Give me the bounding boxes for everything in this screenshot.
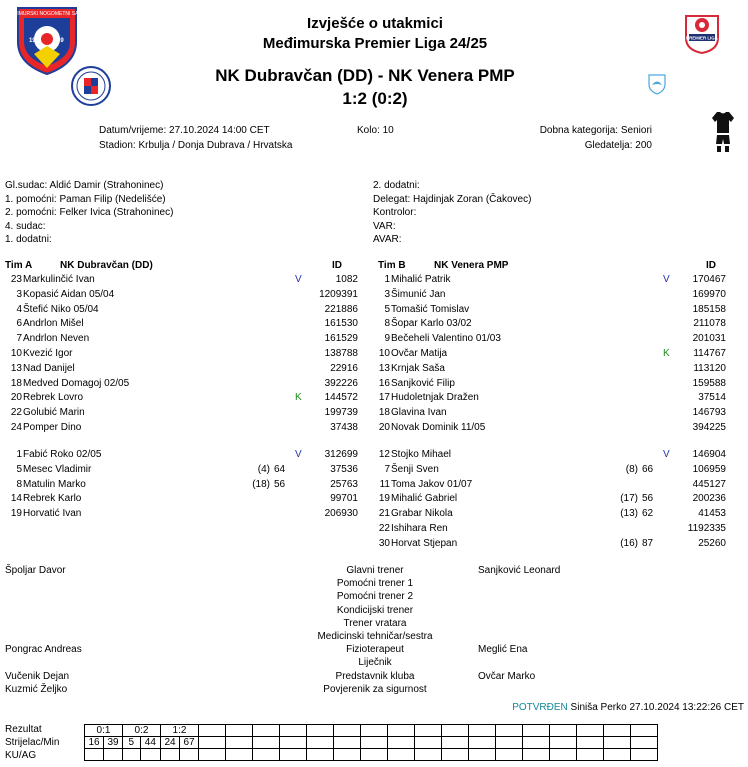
goalkeeper-mark: V: [663, 274, 670, 285]
staff-role: Glavni trener: [346, 565, 404, 576]
empty-scorer-cell: [442, 737, 469, 749]
match-title: NK Dubravčan (DD) - NK Venera PMP: [215, 66, 515, 85]
player-id: 445127: [692, 478, 726, 490]
empty-result-cell: [280, 725, 307, 737]
staff-role: Kondicijski trener: [336, 604, 414, 616]
ku-cell: [161, 749, 180, 761]
staff-role: Pomoćni trener 1: [336, 578, 414, 590]
empty-scorer-cell: [604, 737, 631, 749]
goalkeeper-mark: V: [295, 274, 302, 285]
ku-cell: [226, 749, 253, 761]
player-number: 9: [384, 333, 390, 345]
team-a-label: Tim A: [5, 260, 33, 271]
age-category: Dobna kategorija: Seniori: [539, 125, 652, 136]
player-name: Grabar Nikola: [391, 508, 453, 520]
goal-minute: 39: [104, 737, 123, 749]
player-id: 144572: [324, 392, 358, 404]
player-name: Andrlon Neven: [23, 333, 90, 345]
player-number: 11: [379, 478, 390, 490]
player-id: 169970: [692, 288, 726, 300]
player-name: Pomper Dino: [23, 422, 82, 433]
empty-scorer-cell: [280, 737, 307, 749]
goal-minute: 67: [180, 737, 199, 749]
player-id: 200236: [692, 493, 726, 505]
player-id: 199739: [324, 407, 358, 419]
ku-cell: [415, 749, 442, 761]
official-entry: 2. pomoćni: Felker Ivica (Strahoninec): [5, 207, 174, 218]
substitution-for: (13): [620, 508, 638, 520]
player-number: 1: [16, 449, 22, 460]
staff-role: Povjerenik za sigurnost: [323, 683, 427, 695]
spectators: Gledatelja: 200: [584, 140, 652, 151]
player-name: Ovčar Matija: [391, 348, 448, 359]
empty-result-cell: [631, 725, 658, 737]
league-name: Međimurska Premier Liga 24/25: [262, 35, 488, 52]
staff-role: Predstavnik kluba: [335, 670, 415, 682]
official-entry: Delegat: Hajdinjak Zoran (Čakovec): [373, 193, 532, 205]
staff-role: Medicinski tehničar/sestra: [317, 631, 433, 642]
player-id: 394225: [692, 422, 726, 433]
staff-team-a: Vučenik Dejan: [5, 670, 70, 682]
match-datetime: Datum/vrijeme: 27.10.2024 14:00 CET: [99, 125, 270, 136]
player-id: 1192335: [687, 523, 726, 534]
official-entry: 2. dodatni:: [373, 180, 420, 191]
team-b-label: Tim B: [378, 260, 406, 271]
player-name: Stojko Mihael: [391, 449, 452, 460]
player-number: 1: [384, 274, 390, 285]
ku-cell: [469, 749, 496, 761]
official-entry: Kontrolor:: [373, 207, 417, 218]
player-id: 41453: [698, 508, 726, 520]
player-id: 161529: [324, 333, 358, 345]
result-score: 1:2: [161, 725, 199, 737]
player-number: 10: [10, 348, 22, 359]
player-name: Glavina Ivan: [391, 407, 447, 419]
substitution-minute: 87: [642, 537, 654, 549]
empty-scorer-cell: [226, 737, 253, 749]
player-name: Andrlon Mišel: [23, 318, 84, 330]
empty-result-cell: [199, 725, 226, 737]
empty-result-cell: [334, 725, 361, 737]
player-name: Medved Domagoj 02/05: [23, 377, 130, 389]
player-name: Krnjak Saša: [391, 362, 445, 374]
player-id: 37536: [330, 463, 358, 475]
player-id: 206930: [324, 508, 358, 520]
substitution-minute: 64: [274, 463, 286, 475]
empty-scorer-cell: [253, 737, 280, 749]
player-name: Markulinčić Ivan: [23, 274, 95, 285]
player-name: Štefić Niko 05/04: [23, 303, 99, 315]
player-name: Novak Dominik 11/05: [391, 422, 486, 433]
player-number: 19: [10, 508, 22, 520]
player-number: 7: [384, 463, 390, 475]
ku-cell: [85, 749, 104, 761]
empty-scorer-cell: [469, 737, 496, 749]
player-number: 10: [378, 348, 390, 359]
player-name: Kvezić Igor: [23, 348, 73, 359]
empty-result-cell: [361, 725, 388, 737]
official-entry: 1. pomoćni: Paman Filip (Nedelišće): [5, 193, 166, 205]
premier-badge-text: PREMIER LIGA: [686, 35, 718, 41]
player-name: Nad Danijel: [23, 362, 75, 374]
scorer-label: Strijelac/Min: [5, 737, 60, 748]
ku-cell: [253, 749, 280, 761]
player-name: Fabić Roko 02/05: [23, 449, 102, 460]
substitution-minute: 56: [274, 478, 286, 490]
empty-result-cell: [550, 725, 577, 737]
confirmed-status: POTVRĐEN: [512, 702, 568, 713]
substitution-for: (16): [620, 537, 638, 549]
official-entry: 1. dodatni:: [5, 234, 52, 245]
team-a-id-header: ID: [332, 260, 342, 271]
player-name: Sanjković Filip: [391, 377, 455, 389]
result-score: 0:1: [85, 725, 123, 737]
player-number: 19: [378, 493, 390, 505]
scorer-number: 16: [85, 737, 104, 749]
player-number: 18: [10, 377, 22, 389]
player-number: 5: [16, 463, 22, 475]
player-id: 146904: [692, 449, 726, 460]
player-id: 37438: [330, 422, 358, 433]
empty-scorer-cell: [334, 737, 361, 749]
player-id: 159588: [692, 377, 726, 389]
empty-result-cell: [577, 725, 604, 737]
ku-cell: [550, 749, 577, 761]
player-number: 6: [16, 318, 22, 330]
player-number: 8: [16, 478, 22, 490]
ku-cell: [388, 749, 415, 761]
empty-scorer-cell: [361, 737, 388, 749]
player-id: 161530: [324, 318, 358, 330]
home-team-crest: [70, 65, 112, 107]
staff-role: Pomoćni trener 2: [336, 591, 414, 603]
empty-result-cell: [469, 725, 496, 737]
ku-cell: [523, 749, 550, 761]
player-id: 211078: [693, 318, 726, 330]
staff-team-b: Ovčar Marko: [478, 670, 536, 682]
player-number: 23: [10, 274, 22, 285]
goalkeeper-mark: V: [295, 449, 302, 460]
player-number: 22: [10, 407, 22, 419]
player-id: 312699: [324, 449, 358, 460]
match-stadium: Stadion: Krbulja / Donja Dubrava / Hrvatska: [99, 140, 293, 151]
kit-jersey-icon: [711, 111, 735, 153]
match-score: 1:2 (0:2): [342, 89, 408, 108]
player-name: Horvatić Ivan: [23, 508, 82, 520]
empty-scorer-cell: [307, 737, 334, 749]
player-number: 8: [384, 318, 390, 330]
empty-result-cell: [415, 725, 442, 737]
team-b-name: NK Venera PMP: [434, 260, 509, 271]
ku-cell: [307, 749, 334, 761]
ku-cell: [123, 749, 141, 761]
player-id: 25260: [698, 537, 726, 549]
result-score: 0:2: [123, 725, 161, 737]
player-name: Mihalić Gabriel: [391, 493, 458, 505]
empty-scorer-cell: [496, 737, 523, 749]
player-id: 1209391: [319, 288, 358, 300]
player-id: 170467: [692, 274, 726, 285]
ku-cell: [604, 749, 631, 761]
official-entry: VAR:: [373, 220, 396, 232]
substitution-minute: 62: [642, 508, 654, 520]
goalkeeper-mark: V: [663, 449, 670, 460]
confirmation-line: [460, 701, 744, 715]
player-name: Hudoletnjak Dražen: [391, 392, 479, 404]
player-id: 25763: [330, 478, 358, 490]
player-id: 138788: [324, 348, 358, 359]
substitution-for: (18): [252, 478, 270, 490]
player-id: 1082: [335, 274, 358, 285]
ku-cell: [104, 749, 123, 761]
substitution-for: (8): [625, 463, 638, 475]
captain-mark: K: [295, 392, 302, 404]
player-number: 5: [384, 303, 390, 315]
empty-scorer-cell: [577, 737, 604, 749]
player-id: 37514: [698, 392, 726, 404]
result-label: Rezultat: [5, 724, 42, 735]
player-name: Bečeheli Valentino 01/03: [391, 333, 501, 345]
player-number: 14: [10, 493, 22, 505]
player-id: 201031: [692, 333, 726, 345]
empty-scorer-cell: [550, 737, 577, 749]
player-name: Toma Jakov 01/07: [391, 478, 473, 490]
player-number: 24: [10, 422, 22, 433]
staff-team-a: Kuzmić Željko: [5, 683, 68, 695]
player-id: 114767: [693, 348, 726, 359]
player-name: Ishihara Ren: [391, 523, 448, 534]
ku-label: KU/AG: [5, 750, 37, 761]
staff-role: Liječnik: [358, 657, 392, 669]
player-id: 146793: [692, 407, 726, 419]
substitution-minute: 66: [642, 463, 654, 475]
player-name: Golubić Marin: [23, 407, 85, 419]
player-id: 392226: [324, 377, 358, 389]
player-number: 21: [378, 508, 390, 520]
player-number: 30: [378, 537, 390, 549]
empty-result-cell: [388, 725, 415, 737]
player-number: 20: [378, 422, 390, 433]
ku-cell: [361, 749, 388, 761]
player-name: Horvat Stjepan: [391, 537, 458, 549]
empty-scorer-cell: [523, 737, 550, 749]
ku-cell: [577, 749, 604, 761]
ku-cell: [140, 749, 160, 761]
empty-result-cell: [604, 725, 631, 737]
player-number: 18: [378, 407, 390, 419]
player-id: 113120: [693, 362, 726, 374]
player-name: Matulin Marko: [23, 478, 86, 490]
substitution-minute: 56: [642, 493, 654, 505]
empty-result-cell: [226, 725, 253, 737]
substitution-for: (4): [257, 463, 270, 475]
player-name: Mesec Vladimir: [23, 463, 92, 475]
team-a-name: NK Dubravčan (DD): [60, 260, 153, 271]
empty-result-cell: [307, 725, 334, 737]
player-name: Tomašić Tomislav: [391, 303, 470, 315]
player-name: Rebrek Karlo: [23, 493, 82, 505]
staff-role: Trener vratara: [343, 617, 407, 629]
confirmed-by: Siniša Perko 27.10.2024 13:22:26 CET: [570, 702, 744, 713]
ku-cell: [442, 749, 469, 761]
player-id: 22916: [330, 362, 358, 374]
player-id: 99701: [330, 493, 358, 505]
official-entry: AVAR:: [373, 234, 402, 245]
player-name: Mihalić Patrik: [391, 274, 451, 285]
empty-scorer-cell: [415, 737, 442, 749]
captain-mark: K: [663, 348, 670, 359]
player-id: 185158: [692, 303, 726, 315]
player-name: Šimunić Jan: [391, 288, 446, 300]
player-number: 4: [16, 303, 22, 315]
player-name: Rebrek Lovro: [23, 392, 84, 404]
ku-cell: [334, 749, 361, 761]
official-entry: Gl.sudac: Aldić Damir (Strahoninec): [5, 180, 164, 191]
team-b-id-header: ID: [706, 260, 716, 271]
mns-year-right: 59: [57, 38, 64, 44]
staff-team-b: Sanjković Leonard: [478, 565, 561, 576]
player-name: Kopasić Aidan 05/04: [23, 288, 115, 300]
empty-scorer-cell: [631, 737, 658, 749]
player-number: 13: [378, 362, 390, 374]
player-number: 22: [378, 523, 390, 534]
staff-role: Fizioterapeut: [346, 644, 404, 656]
results-grid: [84, 724, 658, 761]
player-name: Šopar Karlo 03/02: [391, 318, 472, 330]
player-id: 221886: [324, 303, 358, 315]
empty-result-cell: [496, 725, 523, 737]
goal-minute: 44: [140, 737, 160, 749]
player-number: 13: [10, 362, 22, 374]
ku-cell: [631, 749, 658, 761]
empty-result-cell: [253, 725, 280, 737]
player-number: 16: [378, 377, 390, 389]
away-team-crest: [648, 73, 666, 95]
premier-league-badge: [684, 12, 720, 54]
empty-result-cell: [442, 725, 469, 737]
player-number: 7: [16, 333, 22, 345]
empty-scorer-cell: [388, 737, 415, 749]
mns-logo-text: MEĐIMURSKI NOGOMETNI SAVEZ: [6, 11, 88, 17]
official-entry: 4. sudac:: [5, 220, 46, 232]
match-round: Kolo: 10: [357, 125, 394, 136]
player-id: 106959: [692, 463, 726, 475]
ku-cell: [180, 749, 199, 761]
player-number: 17: [378, 392, 390, 404]
mns-year-left: 19: [29, 38, 36, 44]
player-number: 3: [16, 288, 22, 300]
empty-scorer-cell: [199, 737, 226, 749]
ku-cell: [280, 749, 307, 761]
ku-cell: [496, 749, 523, 761]
scorer-number: 5: [123, 737, 141, 749]
player-name: Šenji Sven: [391, 463, 439, 475]
ku-cell: [199, 749, 226, 761]
staff-team-a: Pongrac Andreas: [5, 644, 82, 656]
player-number: 20: [10, 392, 22, 404]
player-number: 3: [384, 288, 390, 300]
staff-team-a: Špoljar Davor: [5, 565, 66, 576]
report-title: Izvješće o utakmici: [307, 15, 443, 32]
empty-result-cell: [523, 725, 550, 737]
substitution-for: (17): [620, 493, 638, 505]
scorer-number: 24: [161, 737, 180, 749]
player-number: 12: [378, 449, 390, 460]
staff-team-b: Meglić Ena: [478, 644, 528, 656]
